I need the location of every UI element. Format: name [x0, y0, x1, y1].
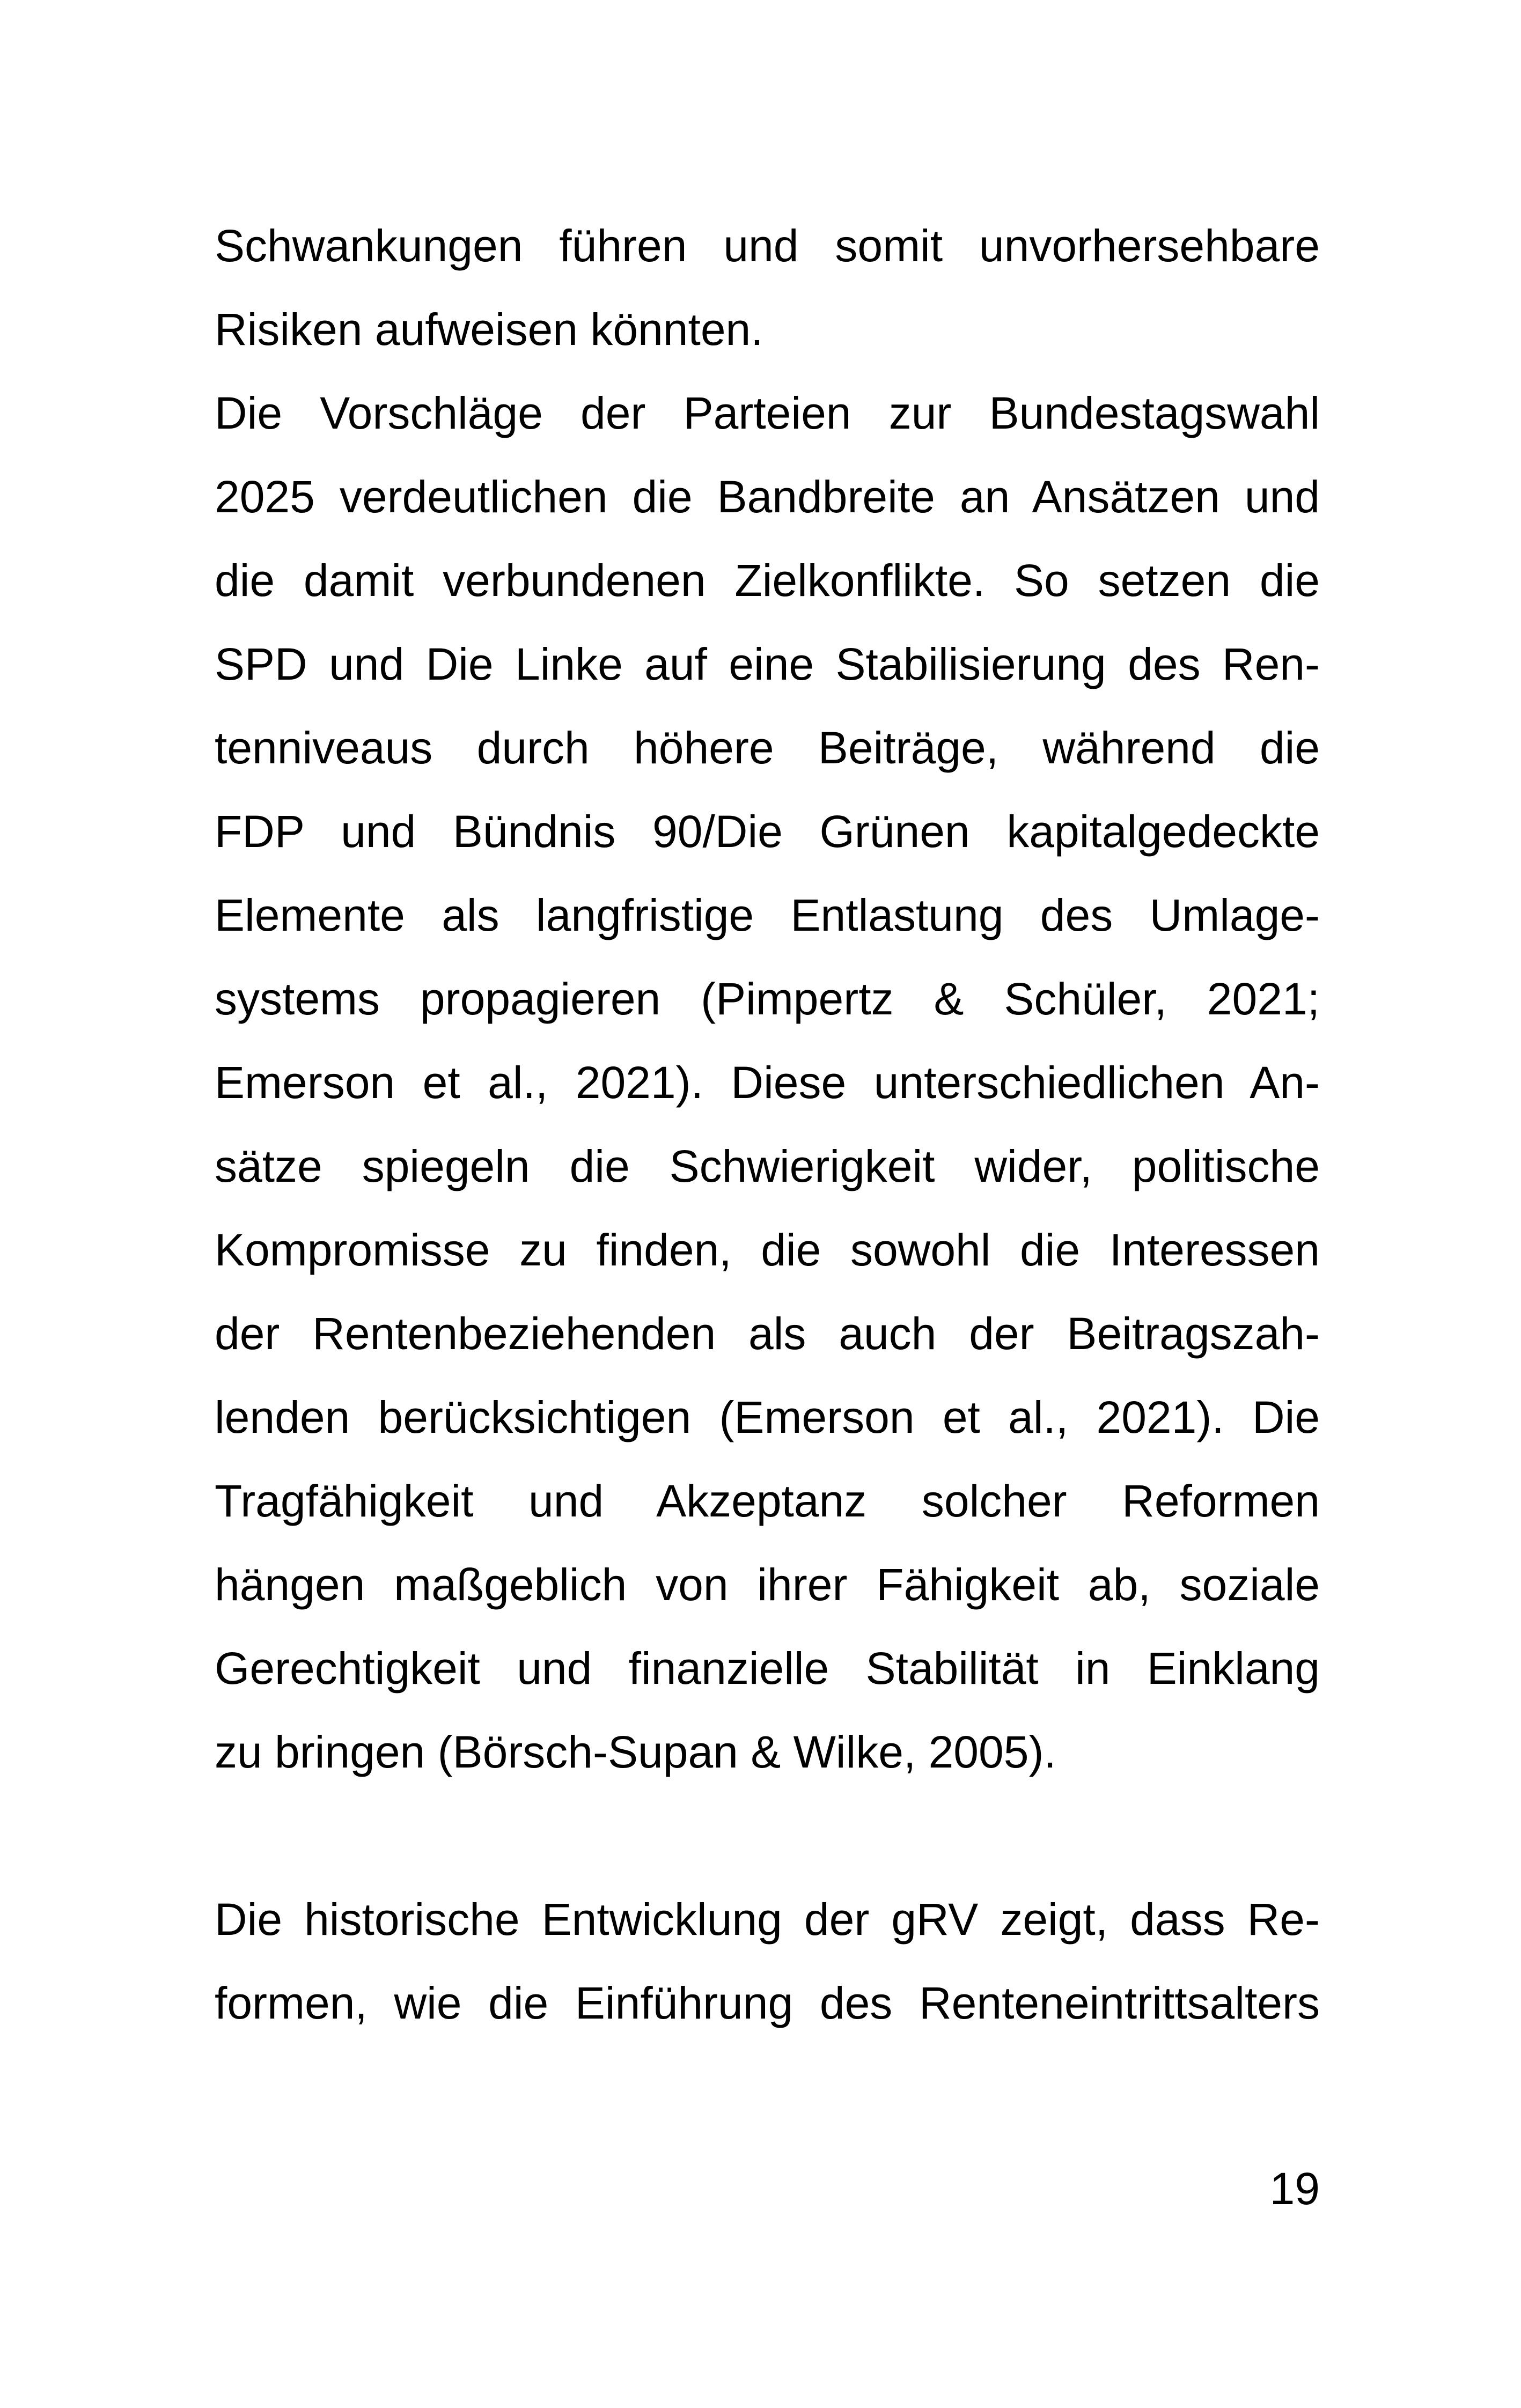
text-line: SPD und Die Linke auf eine Stabilisierung des Ren- — [215, 639, 1320, 689]
text-line: FDP und Bündnis 90/Die Grünen kapitalgedeckte — [215, 806, 1320, 857]
text-line: Risiken aufweisen könnten. — [215, 304, 763, 355]
text-line: tenniveaus durch höhere Beiträge, während die — [215, 723, 1320, 773]
text-line: lenden berücksichtigen (Emerson et al., 2021). Die — [215, 1392, 1320, 1442]
text-line: die damit verbundenen Zielkonflikte. So setzen die — [215, 555, 1320, 606]
text-line: Die Vorschläge der Parteien zur Bundestagswahl — [215, 388, 1320, 438]
text-line: sätze spiegeln die Schwierigkeit wider, politische — [215, 1141, 1320, 1191]
text-line: 2025 verdeutlichen die Bandbreite an Ansätzen und — [215, 472, 1320, 522]
text-line: Elemente als langfristige Entlastung des Umlage- — [215, 890, 1320, 940]
text-line: systems propagieren (Pimpertz & Schüler, 2021; — [215, 974, 1320, 1024]
text-line: Kompromisse zu finden, die sowohl die Interessen — [215, 1225, 1320, 1275]
text-line: der Rentenbeziehenden als auch der Beitragszah- — [215, 1308, 1320, 1359]
text-line: Gerechtigkeit und finanzielle Stabilität in Einklang — [215, 1643, 1320, 1693]
text-line: Emerson et al., 2021). Diese unterschiedlichen An- — [215, 1057, 1320, 1108]
text-line: formen, wie die Einführung des Renteneintrittsalters — [215, 1978, 1320, 2028]
text-line: Die historische Entwicklung der gRV zeigt, dass Re- — [215, 1894, 1320, 1945]
page-number: 19 — [1269, 2163, 1320, 2214]
text-line: zu bringen (Börsch-Supan & Wilke, 2005). — [215, 1727, 1056, 1777]
text-line: hängen maßgeblich von ihrer Fähigkeit ab, soziale — [215, 1559, 1320, 1610]
text-line: Tragfähigkeit und Akzeptanz solcher Reformen — [215, 1476, 1320, 1526]
text-line: Schwankungen führen und somit unvorhersehbare — [215, 220, 1320, 271]
